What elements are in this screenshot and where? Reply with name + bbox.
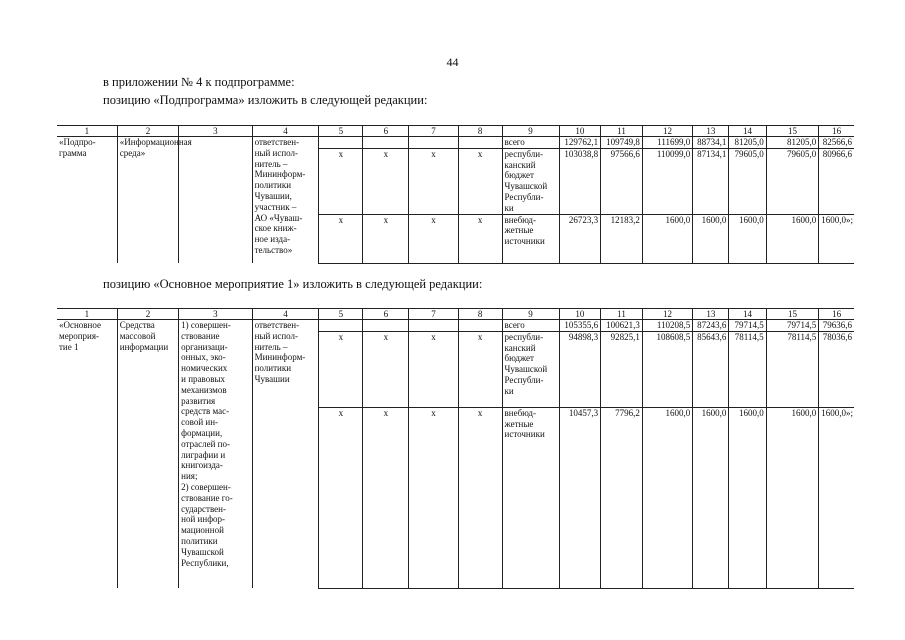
amount-cell: 1600,0 bbox=[766, 407, 819, 588]
column-header: 8 bbox=[458, 309, 502, 320]
funding-source-cell: республи- канский бюджет Чувашской Республи- ки bbox=[502, 148, 559, 214]
amount-cell: 79605,0 bbox=[729, 148, 766, 214]
column-header: 9 bbox=[502, 309, 559, 320]
amount-cell: 78114,5 bbox=[729, 331, 766, 407]
code-cell bbox=[319, 320, 363, 332]
intro-line-1: в приложении № 4 к подпрограмме: bbox=[103, 75, 295, 89]
code-cell bbox=[458, 320, 502, 332]
column-header: 7 bbox=[409, 309, 458, 320]
code-cell: x bbox=[319, 148, 363, 214]
column-header: 1 bbox=[57, 126, 117, 137]
column-header: 12 bbox=[642, 126, 692, 137]
code-cell: x bbox=[319, 407, 363, 588]
amount-cell: 111699,0 bbox=[642, 137, 692, 149]
amount-cell: 129762,1 bbox=[559, 137, 601, 149]
funding-source-cell: всего bbox=[502, 137, 559, 149]
tasks-cell: 1) совершен- ствование организаци- онных, эко- номических и правовых механизмов развития средств мас- совой ин- формации, отраслей по- лиграфии и книгоизда- ния; 2) совершен- ствование го- сударствен- ной инфор- мационной политики Чувашской Республики, bbox=[179, 320, 252, 589]
code-cell bbox=[363, 137, 409, 149]
amount-cell: 12183,2 bbox=[601, 214, 643, 263]
amount-cell: 109749,8 bbox=[601, 137, 643, 149]
code-cell bbox=[319, 137, 363, 149]
column-header: 16 bbox=[819, 309, 854, 320]
table-row bbox=[57, 137, 854, 149]
amount-cell: 78114,5 bbox=[766, 331, 819, 407]
tasks-cell bbox=[179, 137, 252, 264]
column-header: 6 bbox=[363, 126, 409, 137]
column-header: 7 bbox=[409, 126, 458, 137]
funding-source-cell: внебюд- жетные источники bbox=[502, 407, 559, 588]
amount-cell: 94898,3 bbox=[559, 331, 601, 407]
section-2-title: позицию «Основное мероприятие 1» изложить в следующей редакции: bbox=[103, 277, 483, 291]
amount-cell: 108608,5 bbox=[642, 331, 692, 407]
executor-cell: ответствен- ный испол- нитель – Мининформ- политики Чувашии bbox=[252, 320, 319, 589]
column-header: 5 bbox=[319, 126, 363, 137]
amount-cell: 79714,5 bbox=[729, 320, 766, 332]
amount-cell: 88734,1 bbox=[693, 137, 729, 149]
code-cell: x bbox=[409, 148, 458, 214]
code-cell bbox=[409, 320, 458, 332]
amount-cell: 1600,0 bbox=[729, 407, 766, 588]
amount-cell: 79714,5 bbox=[766, 320, 819, 332]
amount-cell: 1600,0 bbox=[693, 214, 729, 263]
title-cell: «Информационная среда» bbox=[117, 137, 178, 264]
column-header: 1 bbox=[57, 309, 117, 320]
amount-cell: 80966,6 bbox=[819, 148, 854, 214]
code-cell bbox=[458, 137, 502, 149]
column-header: 4 bbox=[252, 126, 319, 137]
column-header: 13 bbox=[693, 309, 729, 320]
code-cell: x bbox=[363, 407, 409, 588]
code-cell: x bbox=[409, 214, 458, 263]
column-header: 8 bbox=[458, 126, 502, 137]
column-header: 9 bbox=[502, 126, 559, 137]
column-header: 6 bbox=[363, 309, 409, 320]
column-header: 11 bbox=[601, 126, 643, 137]
amount-cell: 26723,3 bbox=[559, 214, 601, 263]
code-cell: x bbox=[363, 331, 409, 407]
code-cell: x bbox=[458, 331, 502, 407]
amount-cell: 1600,0»; bbox=[819, 407, 854, 588]
funding-source-cell: республи- канский бюджет Чувашской Республи- ки bbox=[502, 331, 559, 407]
column-header: 5 bbox=[319, 309, 363, 320]
code-cell: x bbox=[319, 214, 363, 263]
amount-cell: 79636,6 bbox=[819, 320, 854, 332]
code-cell: x bbox=[363, 148, 409, 214]
column-header: 12 bbox=[642, 309, 692, 320]
column-header: 10 bbox=[559, 309, 601, 320]
column-header: 2 bbox=[117, 309, 178, 320]
intro-line-2: позицию «Подпрограмма» изложить в следующей редакции: bbox=[103, 93, 428, 107]
title-cell: Средства массовой информации bbox=[117, 320, 178, 589]
amount-cell: 81205,0 bbox=[766, 137, 819, 149]
position-name-cell: «Основное мероприя- тие 1 bbox=[59, 320, 101, 352]
amount-cell: 103038,8 bbox=[559, 148, 601, 214]
code-cell: x bbox=[363, 214, 409, 263]
amount-cell: 105355,6 bbox=[559, 320, 601, 332]
column-header: 4 bbox=[252, 309, 319, 320]
amount-cell: 85643,6 bbox=[693, 331, 729, 407]
amount-cell: 100621,3 bbox=[601, 320, 643, 332]
amount-cell: 1600,0 bbox=[766, 214, 819, 263]
code-cell: x bbox=[319, 331, 363, 407]
amount-cell: 97566,6 bbox=[601, 148, 643, 214]
amount-cell: 1600,0»; bbox=[819, 214, 854, 263]
amount-cell: 78036,6 bbox=[819, 331, 854, 407]
subprogram-table bbox=[57, 125, 854, 264]
amount-cell: 87134,1 bbox=[693, 148, 729, 214]
amount-cell: 92825,1 bbox=[601, 331, 643, 407]
column-header: 3 bbox=[179, 126, 252, 137]
page-number: 44 bbox=[446, 55, 459, 69]
amount-cell: 10457,3 bbox=[559, 407, 601, 588]
code-cell: x bbox=[458, 148, 502, 214]
column-header: 11 bbox=[601, 309, 643, 320]
column-header: 16 bbox=[819, 126, 854, 137]
header-row bbox=[57, 126, 854, 137]
position-name-cell: «Подпро- грамма bbox=[59, 137, 96, 158]
code-cell: x bbox=[409, 407, 458, 588]
column-header: 15 bbox=[766, 309, 819, 320]
column-header: 13 bbox=[693, 126, 729, 137]
amount-cell: 1600,0 bbox=[642, 407, 692, 588]
amount-cell: 7796,2 bbox=[601, 407, 643, 588]
funding-source-cell: всего bbox=[502, 320, 559, 332]
amount-cell: 82566,6 bbox=[819, 137, 854, 149]
amount-cell: 79605,0 bbox=[766, 148, 819, 214]
amount-cell: 1600,0 bbox=[729, 214, 766, 263]
code-cell: x bbox=[458, 407, 502, 588]
amount-cell: 1600,0 bbox=[693, 407, 729, 588]
header-row bbox=[57, 309, 854, 320]
code-cell bbox=[409, 137, 458, 149]
column-header: 3 bbox=[179, 309, 252, 320]
amount-cell: 87243,6 bbox=[693, 320, 729, 332]
column-header: 15 bbox=[766, 126, 819, 137]
table-row bbox=[57, 320, 854, 332]
column-header: 2 bbox=[117, 126, 178, 137]
executor-cell: ответствен- ный испол- нитель – Мининформ- политики Чувашии, участник – АО «Чуваш- ское книж- ное изда- тельство» bbox=[252, 137, 319, 264]
amount-cell: 110099,0 bbox=[642, 148, 692, 214]
main-activity-table bbox=[57, 308, 854, 589]
column-header: 14 bbox=[729, 126, 766, 137]
code-cell: x bbox=[409, 331, 458, 407]
code-cell: x bbox=[458, 214, 502, 263]
amount-cell: 81205,0 bbox=[729, 137, 766, 149]
amount-cell: 110208,5 bbox=[642, 320, 692, 332]
funding-source-cell: внебюд- жетные источники bbox=[502, 214, 559, 263]
amount-cell: 1600,0 bbox=[642, 214, 692, 263]
column-header: 10 bbox=[559, 126, 601, 137]
column-header: 14 bbox=[729, 309, 766, 320]
code-cell bbox=[363, 320, 409, 332]
